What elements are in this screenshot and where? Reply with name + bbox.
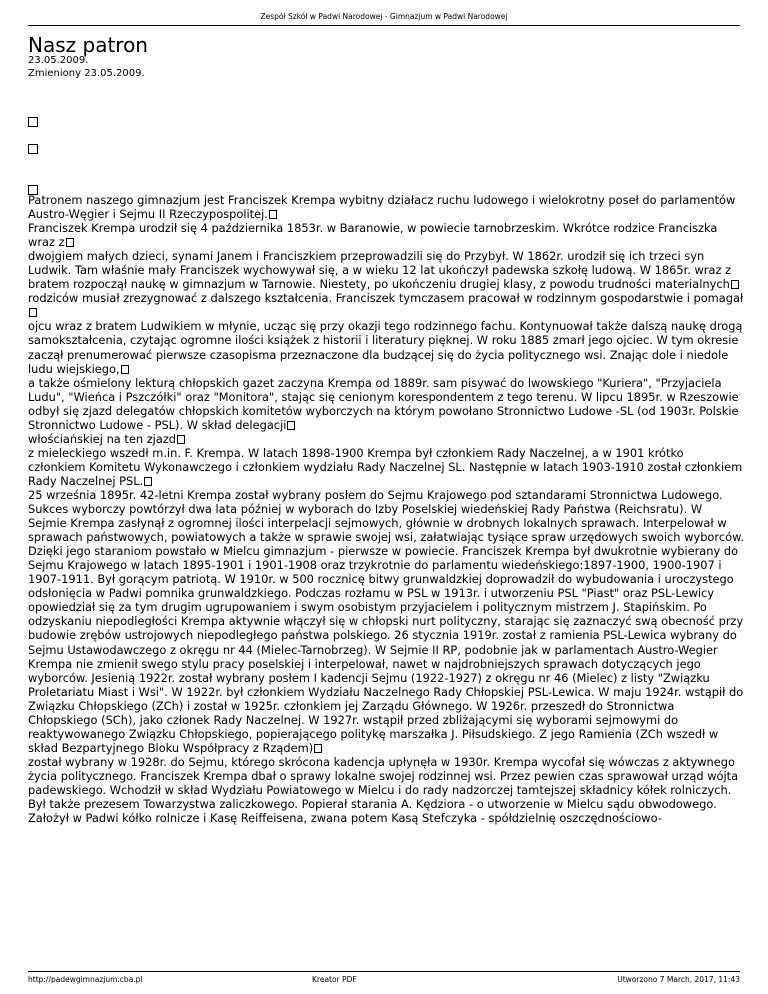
paragraph: Patronem naszego gimnazjum jest Franciszek Krempa wybitny działacz ruchu ludowego i wielokrotny poseł do parlamentów Austro-Węgier i Sejmu II Rzeczypospolitej. — [28, 193, 736, 222]
footer-url: http://padewgimnazjum.cba.pl — [28, 975, 143, 984]
missing-glyph-icon — [177, 435, 185, 444]
missing-glyph-icon — [144, 477, 152, 486]
page-footer — [28, 971, 740, 984]
missing-glyph-icon — [121, 365, 129, 374]
missing-image-icon — [28, 144, 38, 154]
header-rule — [28, 25, 740, 26]
missing-image-icon — [28, 117, 38, 127]
footer-generator: Kreator PDF — [312, 975, 357, 984]
paragraph: ojcu wraz z bratem Ludwikiem w młynie, ucząc się przy okazji tego rodzinnego fachu. Kontynuował także dalszą naukę drogą samokształcenia, czytając ogromne ilości książek z historii i literatury pięknej. W roku 1885 zmarł jego ojciec. W tym okresie zaczął prenumerować pierwsze czasopisma przeznaczone dla budzącej się do życia politycznego wsi. Znając dole i niedole ludu wiejskiego, — [28, 319, 743, 376]
article-date: 23.05.2009. — [28, 55, 89, 66]
missing-glyph-icon — [314, 744, 322, 753]
paragraph: rodziców musiał zrezygnować z dalszego kształcenia. Franciszek tymczasem pracował w rodzinnym gospodarstwie i pomagał — [28, 291, 744, 319]
paragraph: Franciszek Krempa urodził się 4 października 1853r. w Baranowie, w powiecie tarnobrzeskim. Wkrótce rodzice Franciszka wraz z — [28, 221, 718, 250]
paragraph: dwojgiem małych dzieci, synami Janem i Franciszkiem przeprowadzili się do Przybył. W 1862r. urodził się ich trzeci syn Ludwik. Tam właśnie mały Franciszek wychowywał się, a w wieku 12 lat ukończył padewska szkołę ludową. W 1865r. wraz z bratem rozpoczął naukę w gimnazjum w Tarnowie. Niestety, po ukończeniu drugiej klasy, z powodu trudności materialnych — [28, 249, 744, 291]
missing-glyph-icon — [66, 238, 74, 247]
paragraph: włościańskiej na ten zjazd — [28, 432, 744, 446]
running-header: Zespół Szkół w Padwi Narodowej - Gimnazjum w Padwi Narodowej — [260, 12, 508, 21]
article-title: Nasz patron — [28, 33, 148, 57]
paragraph: został wybrany w 1928r. do Sejmu, którego skrócona kadencja upłynęła w 1930r. Krempa wycofał się wówczas z aktywnego życia politycznego. Franciszek Krempa dbał o sprawy lokalne swojej rodzinnej wsi. Przez pewien czas sprawował urząd wójta padewskiego. Wchodził w skład Wydziału Powiatowego w Mielcu i do rady nadzorczej tamtejszej składnicy kółek rolniczych. Był także prezesem Towarzystwa zaliczkowego. Popierał starania A. Kędziora - o utworzenie w Mielcu sądu obwodowego. Założył w Padwi kółko rolnicze i Kasę Reiffeisena, zwana potem Kasą Stefczyka - spółdzielnię oszczędnościowo- — [28, 754, 739, 826]
article-modified-date: Zmieniony 23.05.2009. — [28, 67, 145, 79]
missing-glyph-icon — [731, 280, 739, 289]
article-meta — [28, 55, 145, 80]
missing-glyph-icon — [29, 308, 37, 317]
missing-glyph-icon — [269, 210, 277, 219]
missing-glyph-icon — [287, 421, 295, 430]
paragraph: a także ośmielony lekturą chłopskich gazet zaczyna Krempa od 1889r. sam pisywać do lwowskiego "Kuriera", "Przyjaciela Ludu", "Wieńca i Pszczółki" oraz "Monitora", stając się cenionym korespondentem z tego terenu. W lipcu 1895r. w Rzeszowie odbył się zjazd delegatów chłopskich komitetów wyborczych na którym powołano Stronnictwo Ludowe -SL (od 1903r. Polskie Stronnictwo Ludowe - PSL). W skład delegacji — [28, 375, 739, 432]
paragraph: 25 września 1895r. 42-letni Krempa został wybrany posłem do Sejmu Krajowego pod sztandarami Stronnictwa Ludowego. Sukces wyborczy powtórzył dwa lata później w wyborach do Izby Poselskiej wiedeńskiej Rady Państwa (Reichsratu). W Sejmie Krempa zasłynął z ogromnej ilości interpelacji sejmowych, głównie w drobnych lokalnych sprawach. Interpelował w sprawach państwowych, powiatowych a także w sprawie swojej wsi, załatwiając tysiące spraw urzędowych swoich wyborców. Dzięki jego staraniom powstało w Mielcu gimnazjum - pierwsze w powiecie. Franciszek Krempa był dwukrotnie wybierany do Sejmu Krajowego w latach 1895-1901 i 1901-1908 oraz trzykrotnie do parlamentu wiedeńskiego:1897-1900, 1900-1907 i 1907-1911. Był gorącym patriotą. W 1910r. w 500 rocznicę bitwy grunwaldzkiej doprowadził do wybudowania i uroczystego odsłonięcia w Padwi pomnika grunwaldzkiego. Podczas rozłamu w PSL w 1913r. i utworzeniu PSL "Piast" oraz PSL-Lewicy opowiedział się za tym drugim ugrupowaniem i swym osobistym przyjacielem i politycznym mistrzem J. Stapińskim. Po odzyskaniu niepodległości Krempa aktywnie włączył się w chłopski nurt polityczny, starając się zaznaczyć swą obecność przy budowie zrębów ustrojowych niepodległego państwa polskiego. 26 stycznia 1919r. został z ramienia PSL-Lewica wybrany do Sejmu Ustawodawczego z okręgu nr 44 (Mielec-Tarnobrzeg). W Sejmie II RP, podobnie jak w parlamentach Austro-Wegier Krempa nie zmienił swego stylu pracy poselskiej i interpelował, nawet w najdrobniejszych sprawach dotyczących jego wyborców. Jesienią 1922r. został wybrany posłem I kadencji Sejmu (1922-1927) z okręgu nr 46 (Mielec) z listy "Związku Proletariatu Miast i Wsi". W 1922r. był członkiem Wydziału Naczelnego Rady Chłopskiej PSL-Lewica. W maju 1924r. wstąpił do Związku Chłopskiego (ZCh) i został w 1925r. członkiem jej Zarządu Głównego. W 1926r. przeszedł do Stronnictwa Chłopskiego (SCh), jako członek Rady Naczelnej. W 1927r. wstąpił przed zbliżającymi się wyborami sejmowymi do reaktywowanego Związku Chłopskiego, popierającego politykę marszałka J. Piłsudskiego. Z jego Ramienia (ZCh wszedł w skład Bezpartyjnego Bloku Współpracy z Rządem) — [28, 487, 744, 755]
article-body — [28, 193, 744, 825]
footer-created: Utworzono 7 March, 2017, 11:43 — [617, 975, 740, 984]
paragraph: z mieleckiego wszedł m.in. F. Krempa. W latach 1898-1900 Krempa był członkiem Rady Naczelnej, a w 1901 krótko członkiem Komitetu Wykonawczego i członkiem wydziału Rady Naczelnej SL. Następnie w latach 1903-1910 został członkiem Rady Naczelnej PSL. — [28, 445, 743, 488]
